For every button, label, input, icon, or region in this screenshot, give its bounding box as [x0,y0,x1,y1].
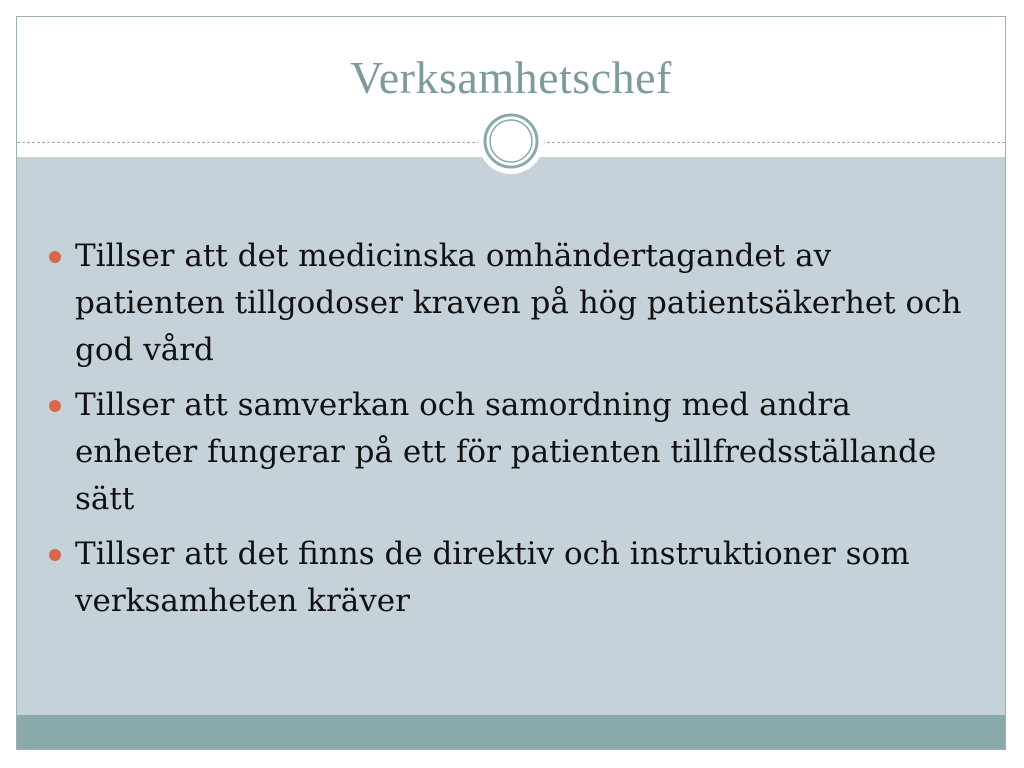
footer-bar [17,715,1005,749]
dot-bullet-icon [49,400,61,412]
bullet-item [47,233,977,374]
content-area [17,157,1005,716]
slide-frame [16,16,1006,750]
bullet-text: Tillser att samverkan och samordning med andra enheter fungerar på ett för patienten tillfredsställande sätt [75,387,937,517]
ring-ornament-icon [477,107,545,175]
slide-title: Verksamhetschef [350,52,672,103]
bullet-item [47,382,977,523]
bullet-list [47,233,977,633]
dot-bullet-icon [49,549,61,561]
dot-bullet-icon [49,251,61,263]
bullet-text: Tillser att det medicinska omhändertagandet av patienten tillgodoser kraven på hög patientsäkerhet och god vård [75,238,962,368]
bullet-item [47,531,977,625]
bullet-text: Tillser att det finns de direktiv och instruktioner som verksamheten kräver [75,536,910,619]
